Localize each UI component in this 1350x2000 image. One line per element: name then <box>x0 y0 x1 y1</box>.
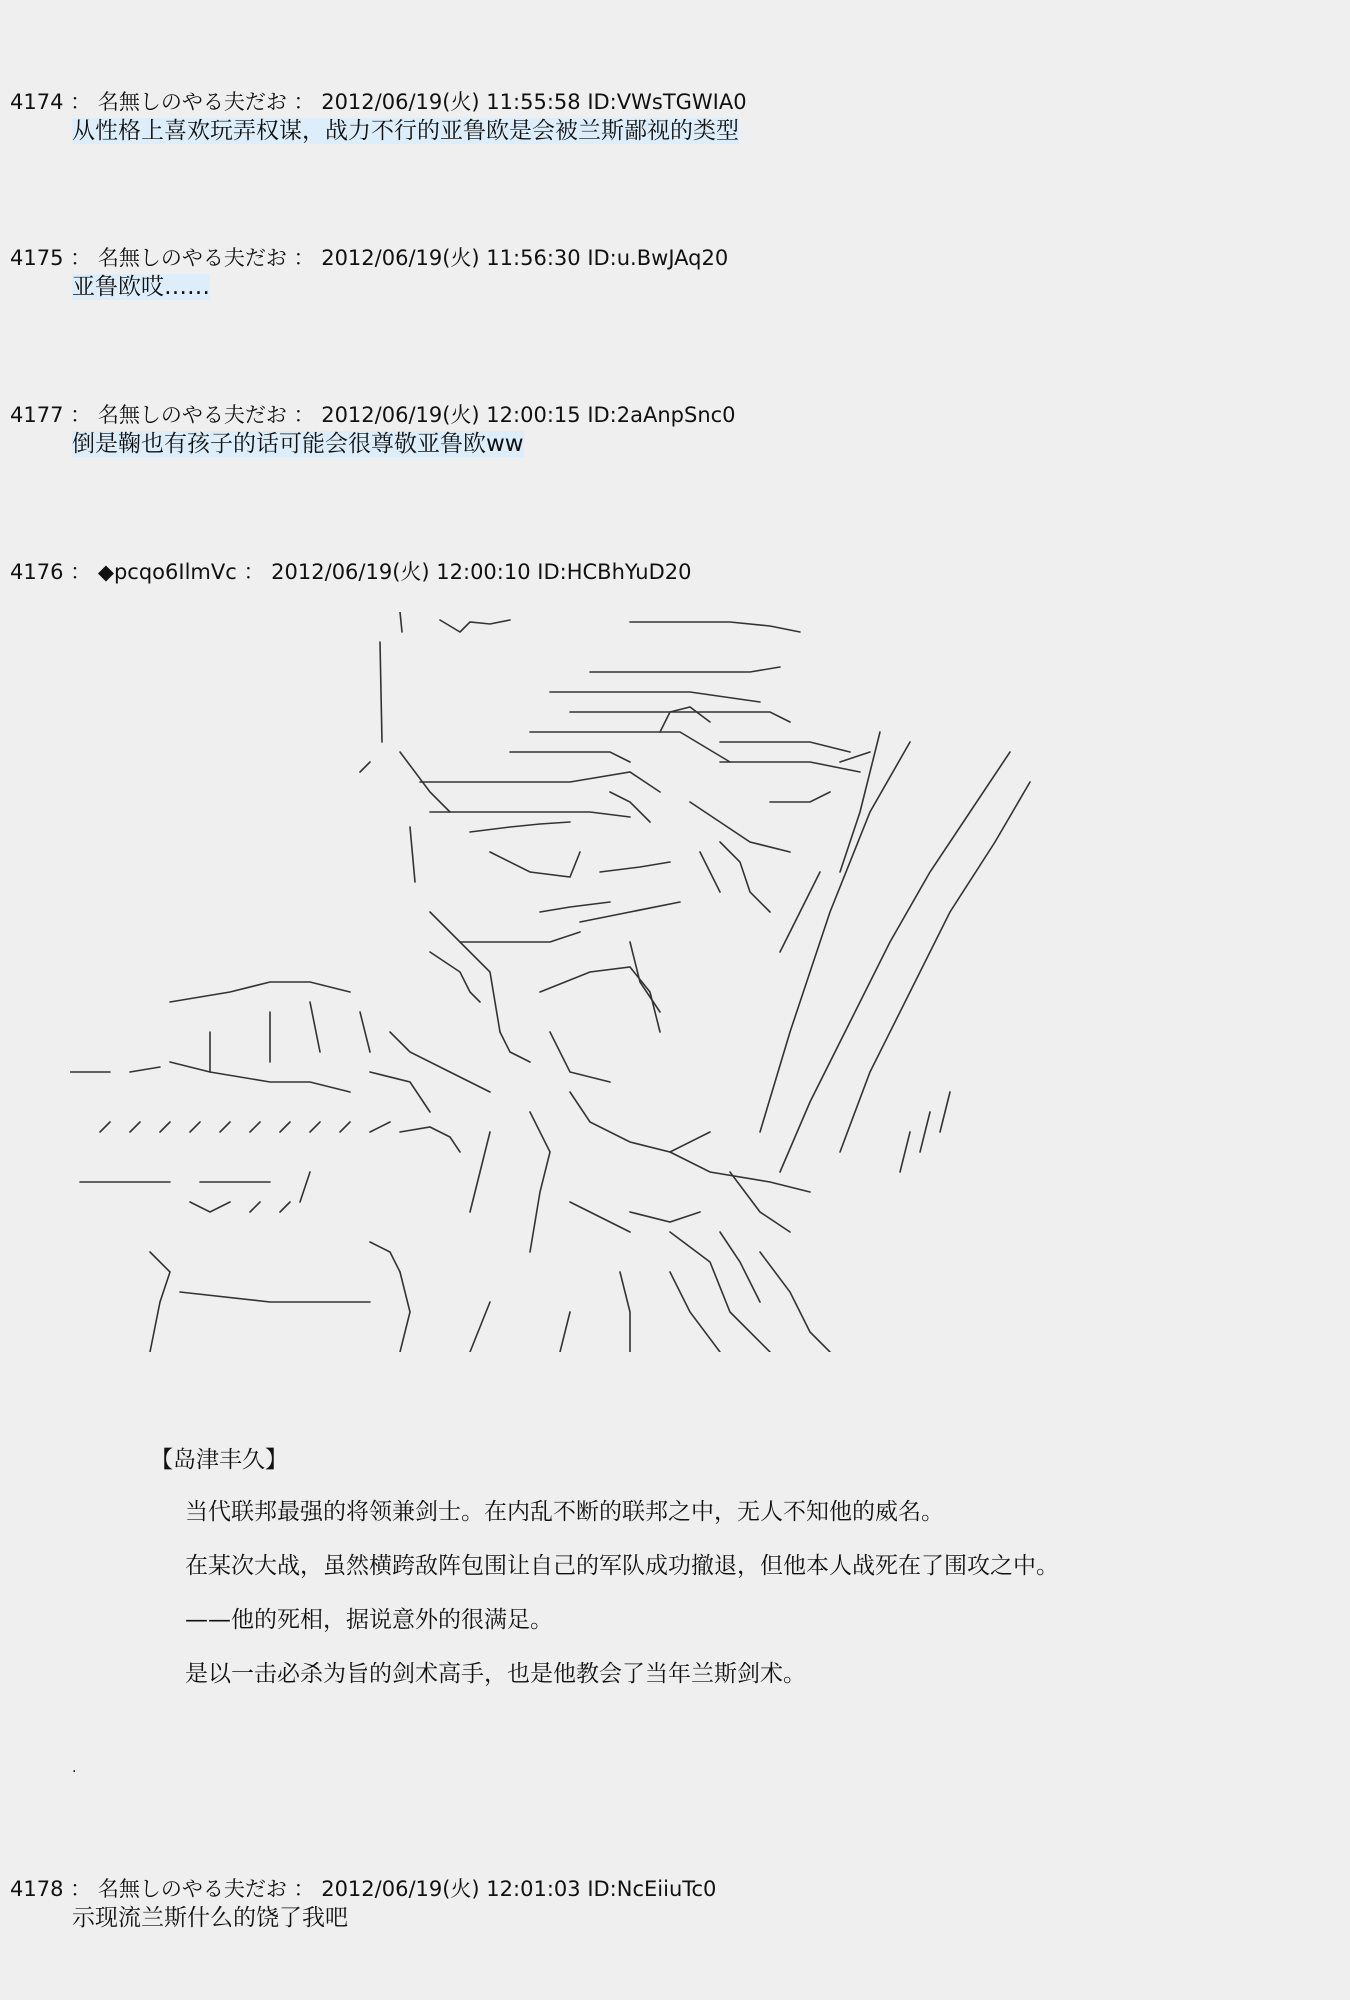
poster-name: 名無しのやる夫だお <box>97 1877 287 1901</box>
poster-id: ID:VWsTGWIA0 <box>587 90 747 114</box>
post-4176 <box>10 558 692 586</box>
post-body: 亚鲁欧哎…… <box>72 274 210 300</box>
post-number: 4176 <box>10 560 64 584</box>
character-description-line: 是以一击必杀为旨的剑术高手，也是他教会了当年兰斯剑术。 <box>185 1661 806 1687</box>
post-date: 2012/06/19(火) 12:01:03 <box>321 1877 581 1901</box>
character-description-line: 在某次大战，虽然横跨敌阵包围让自己的军队成功撤退，但他本人战死在了围攻之中。 <box>185 1553 1059 1579</box>
poster-name: 名無しのやる夫だお <box>97 90 287 114</box>
post-body: 示现流兰斯什么的饶了我吧 <box>72 1905 348 1931</box>
post-header: 4176 ： ◆pcqo6IlmVc ： 2012/06/19(火) 12:00:10 ID:HCBhYuD20 <box>10 560 692 584</box>
character-name: 【岛津丰久】 <box>150 1447 288 1473</box>
post-date: 2012/06/19(火) 12:00:10 <box>271 560 531 584</box>
post-4178 <box>10 1875 716 1933</box>
post-header: 4178 ： 名無しのやる夫だお ： 2012/06/19(火) 12:01:03 ID:NcEiiuTc0 <box>10 1877 717 1901</box>
post-body: 从性格上喜欢玩弄权谋，战力不行的亚鲁欧是会被兰斯鄙视的类型 <box>72 118 739 144</box>
post-number: 4178 <box>10 1877 64 1901</box>
ascii-art-illustration <box>70 612 1080 1352</box>
post-header: 4175 ： 名無しのやる夫だお ： 2012/06/19(火) 11:56:30 ID:u.BwJAq20 <box>10 246 729 270</box>
poster-id: ID:2aAnpSnc0 <box>587 403 736 427</box>
post-4175 <box>10 244 728 302</box>
post-header: 4174 ： 名無しのやる夫だお ： 2012/06/19(火) 11:55:58 ID:VWsTGWIA0 <box>10 90 747 114</box>
post-date: 2012/06/19(火) 11:55:58 <box>321 90 581 114</box>
poster-name: 名無しのやる夫だお <box>97 246 287 270</box>
poster-id: ID:HCBhYuD20 <box>537 560 692 584</box>
post-date: 2012/06/19(火) 12:00:15 <box>321 403 581 427</box>
poster-id: ID:NcEiiuTc0 <box>587 1877 717 1901</box>
post-header: 4177 ： 名無しのやる夫だお ： 2012/06/19(火) 12:00:15 ID:2aAnpSnc0 <box>10 403 736 427</box>
stray-mark: . <box>72 1760 77 1776</box>
post-date: 2012/06/19(火) 11:56:30 <box>321 246 581 270</box>
poster-name: 名無しのやる夫だお <box>97 403 287 427</box>
post-body: 倒是鞠也有孩子的话可能会很尊敬亚鲁欧ww <box>72 431 524 457</box>
post-4177 <box>10 401 736 459</box>
post-number: 4177 <box>10 403 64 427</box>
poster-trip: ◆pcqo6IlmVc <box>97 560 237 584</box>
character-description-line: ——他的死相，据说意外的很满足。 <box>185 1607 553 1633</box>
character-card <box>150 1445 1059 1713</box>
character-description-line: 当代联邦最强的将领兼剑士。在内乱不断的联邦之中，无人不知他的威名。 <box>185 1499 944 1525</box>
poster-id: ID:u.BwJAq20 <box>587 246 729 270</box>
post-number: 4174 <box>10 90 64 114</box>
post-number: 4175 <box>10 246 64 270</box>
post-4174 <box>10 88 747 146</box>
